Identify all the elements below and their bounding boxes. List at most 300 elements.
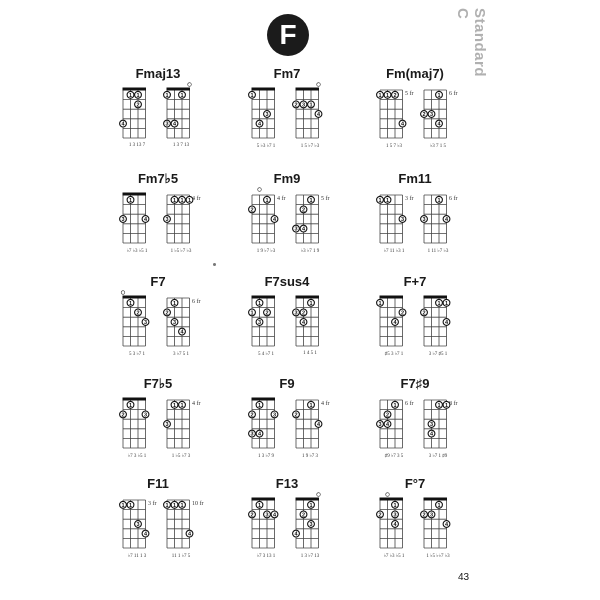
finger-number: 1 [437, 502, 441, 509]
finger-dot [264, 196, 271, 203]
chord-diagram [294, 187, 338, 259]
fretboard [378, 290, 408, 348]
finger-dot [127, 401, 134, 408]
finger-dot [392, 319, 399, 326]
chord-block [360, 171, 470, 271]
fretboard [250, 492, 280, 550]
finger-number: 1 [180, 502, 184, 509]
key-badge: F [267, 14, 309, 56]
finger-dot [164, 501, 171, 508]
fret-position-label: 5 fr [405, 91, 414, 97]
finger-dot [293, 101, 300, 108]
nut [252, 398, 276, 401]
finger-number: 3 [143, 412, 148, 419]
chord-diagram [422, 492, 466, 564]
finger-number: 3 [393, 512, 397, 519]
open-string-marker [258, 188, 262, 192]
finger-number: 4 [301, 320, 306, 326]
finger-number: 3 [272, 412, 277, 419]
chord-diagram [294, 492, 338, 564]
finger-number: 4 [393, 320, 397, 326]
finger-number: 2 [294, 412, 298, 419]
finger-dot [308, 196, 315, 203]
finger-dot [127, 196, 134, 203]
finger-number: 4 [143, 217, 148, 223]
finger-dot [443, 521, 450, 528]
finger-number: 3 [294, 226, 298, 233]
finger-dot [384, 91, 391, 98]
finger-dot [436, 91, 443, 98]
finger-number: 4 [437, 121, 441, 128]
finger-number: 1 [128, 402, 133, 409]
finger-dot [264, 511, 271, 518]
finger-dot [271, 411, 278, 418]
nut [380, 498, 404, 501]
chord-diagram [294, 392, 338, 464]
finger-dot [421, 511, 428, 518]
finger-dot [308, 101, 315, 108]
finger-number: 1 [128, 92, 133, 99]
finger-dot [179, 401, 186, 408]
chord-diagram [121, 82, 165, 154]
finger-dot [436, 501, 443, 508]
finger-dot [171, 196, 178, 203]
finger-dot [300, 319, 307, 326]
finger-dot [142, 530, 149, 537]
finger-number: 2 [294, 102, 298, 109]
chord-degrees: 1 3 7 13 [172, 143, 190, 148]
fretboard [165, 187, 195, 245]
fretboard [121, 187, 151, 245]
finger-dot [300, 225, 307, 232]
chord-degrees: 5 ♭3 ♭7 1 [256, 144, 276, 149]
finger-number: 2 [422, 112, 426, 118]
finger-dot [436, 299, 443, 306]
chord-degrees: 1 5 7 ♭3 [385, 144, 403, 149]
finger-number: 4 [257, 431, 262, 438]
nut [424, 498, 448, 501]
finger-dot [271, 511, 278, 518]
finger-dot [256, 430, 263, 437]
finger-number: 1 [172, 502, 177, 509]
finger-number: 1 [180, 402, 184, 409]
finger-dot [399, 216, 406, 223]
chord-degrees: 1 3 ♭7 9 [257, 454, 275, 459]
finger-number: 2 [378, 512, 382, 519]
page-number: 43 [458, 572, 470, 583]
finger-dot [399, 120, 406, 127]
chord-name: F9 [279, 376, 295, 391]
finger-number: 1 [257, 300, 262, 307]
fretboard [378, 492, 408, 550]
chord-degrees: ♭7 ♭3 ♭5 1 [126, 249, 148, 254]
finger-dot [392, 521, 399, 528]
finger-dot [377, 511, 384, 518]
nut [296, 498, 320, 501]
finger-number: 4 [385, 422, 390, 428]
finger-number: 1 [180, 197, 184, 204]
finger-number: 2 [250, 207, 254, 214]
finger-dot [135, 309, 142, 316]
chord-degrees: ♭7 ♭3 ♭5 1 [383, 554, 405, 559]
finger-dot [308, 521, 315, 528]
finger-number: 3 [429, 422, 434, 428]
fret-position-label: 4 fr [192, 401, 201, 407]
finger-dot [308, 299, 315, 306]
chord-diagram [378, 492, 422, 564]
chord-block [103, 274, 213, 374]
finger-dot [443, 319, 450, 326]
finger-number: 2 [165, 310, 169, 317]
finger-number: 1 [250, 310, 254, 317]
finger-number: 1 [385, 197, 390, 204]
chord-degrees: 1 ♭5 ♭♭7 ♭3 [426, 554, 450, 559]
finger-dot [300, 309, 307, 316]
open-string-marker [188, 83, 192, 87]
finger-dot [142, 319, 149, 326]
chord-diagram [378, 82, 422, 154]
finger-number: 1 [309, 102, 313, 109]
nut [424, 296, 448, 299]
finger-dot [164, 91, 171, 98]
fret-position-label: 5 fr [321, 196, 330, 202]
fretboard [121, 492, 151, 550]
finger-number: 2 [136, 310, 140, 317]
finger-dot [127, 299, 134, 306]
finger-number: 3 [301, 102, 306, 109]
nut [123, 88, 147, 91]
chord-degrees: 5 4 ♭7 1 [257, 352, 275, 357]
chord-diagram [250, 492, 294, 564]
finger-dot [436, 401, 443, 408]
chord-diagram [422, 187, 466, 259]
chord-diagram [250, 392, 294, 464]
finger-dot [392, 511, 399, 518]
finger-number: 1 [128, 197, 133, 204]
finger-dot [384, 421, 391, 428]
finger-dot [392, 91, 399, 98]
chord-degrees: 5 3 ♭7 1 [128, 352, 146, 357]
finger-number: 1 [172, 197, 177, 204]
finger-number: 1 [437, 197, 441, 204]
nut [252, 88, 276, 91]
finger-number: 1 [378, 300, 382, 307]
finger-dot [308, 501, 315, 508]
finger-number: 3 [400, 217, 405, 223]
finger-dot [428, 421, 435, 428]
finger-number: 1 [444, 300, 449, 307]
open-string-marker [317, 83, 321, 87]
open-string-marker [317, 493, 321, 497]
finger-dot [120, 216, 127, 223]
finger-dot [300, 101, 307, 108]
finger-number: 3 [265, 112, 269, 118]
finger-number: 2 [400, 310, 405, 317]
fretboard [250, 290, 280, 348]
finger-number: 3 [172, 320, 177, 326]
fretboard [121, 82, 151, 140]
chord-name: Fm(maj7) [386, 66, 444, 81]
nut [252, 498, 276, 501]
finger-dot [377, 299, 384, 306]
finger-number: 4 [316, 422, 321, 428]
finger-number: 1 [437, 92, 441, 99]
finger-number: 3 [121, 217, 125, 223]
finger-dot [293, 225, 300, 232]
finger-dot [179, 328, 186, 335]
finger-dot [293, 530, 300, 537]
finger-number: 1 [309, 502, 313, 509]
finger-dot [135, 91, 142, 98]
chord-diagram [121, 392, 165, 464]
chord-block [232, 274, 342, 374]
finger-dot [421, 216, 428, 223]
fretboard [165, 82, 195, 140]
chord-diagram [165, 392, 209, 464]
finger-dot [421, 309, 428, 316]
chord-diagram [121, 290, 165, 362]
chord-diagram [121, 492, 165, 564]
chord-degrees: ♭7 11 1 3 [127, 554, 147, 559]
fretboard [294, 492, 324, 550]
fretboard [378, 82, 408, 140]
finger-number: 1 [393, 402, 397, 409]
nut [123, 398, 147, 401]
finger-dot [171, 501, 178, 508]
finger-dot [186, 530, 193, 537]
finger-dot [249, 309, 256, 316]
chord-diagram [250, 290, 294, 362]
finger-dot [120, 120, 127, 127]
chord-degrees: 1 ♭5 ♭7 ♭3 [170, 249, 192, 254]
finger-dot [436, 120, 443, 127]
finger-number: 2 [136, 102, 140, 109]
finger-dot [142, 216, 149, 223]
fretboard [294, 82, 324, 140]
chord-diagram [121, 187, 165, 259]
finger-number: 1 [309, 402, 313, 409]
chord-diagram [378, 187, 422, 259]
chord-degrees: ♭7 11 ♭3 1 [383, 249, 405, 254]
finger-dot [249, 511, 256, 518]
chord-block [103, 66, 213, 166]
fret-position-label: 6 fr [192, 299, 201, 305]
finger-number: 1 [309, 300, 313, 307]
finger-number: 1 [165, 502, 169, 509]
finger-number: 1 [437, 300, 441, 307]
finger-dot [135, 521, 142, 528]
fretboard [422, 187, 452, 245]
finger-number: 4 [400, 121, 405, 128]
open-string-marker [386, 493, 390, 497]
finger-dot [264, 309, 271, 316]
finger-number: 1 [309, 197, 313, 204]
chord-name: F7♭5 [143, 376, 173, 391]
finger-number: 1 [187, 197, 192, 204]
nut [380, 296, 404, 299]
chord-degrees: ♯5 3 ♭7 1 [384, 352, 404, 357]
finger-dot [256, 401, 263, 408]
finger-dot [256, 319, 263, 326]
finger-number: 4 [429, 431, 434, 438]
finger-number: 1 [172, 402, 177, 409]
finger-number: 1 [444, 402, 449, 409]
finger-dot [256, 120, 263, 127]
fret-position-label: 6 fr [405, 401, 414, 407]
finger-number: 1 [257, 402, 262, 409]
finger-number: 1 [265, 197, 269, 204]
side-label: Standard C [454, 8, 488, 78]
fretboard [294, 187, 324, 245]
finger-number: 3 [294, 310, 298, 317]
chord-degrees: ♭3 7 1 5 [429, 144, 447, 149]
finger-dot [171, 299, 178, 306]
finger-dot [421, 111, 428, 118]
fret-position-label: 4 fr [277, 196, 286, 202]
finger-dot [179, 501, 186, 508]
chord-diagram [378, 290, 422, 362]
fret-position-label: 6 fr [449, 196, 458, 202]
finger-number: 4 [180, 329, 184, 336]
finger-number: 2 [301, 207, 306, 214]
finger-number: 3 [165, 422, 169, 428]
finger-dot [315, 421, 322, 428]
finger-dot [249, 411, 256, 418]
finger-dot [164, 120, 171, 127]
fretboard [422, 290, 452, 348]
chord-degrees: 3 ♭7 1 ♯9 [428, 454, 448, 459]
finger-number: 2 [301, 512, 306, 519]
finger-dot [127, 501, 134, 508]
finger-number: 2 [121, 412, 125, 419]
chord-block [232, 476, 342, 576]
fret-position-label: 4 fr [321, 401, 330, 407]
finger-number: 2 [250, 512, 254, 519]
chord-degrees: 1 9 ♭7 ♭3 [256, 249, 276, 254]
finger-dot [308, 401, 315, 408]
finger-number: 4 [393, 522, 397, 528]
finger-number: 1 [165, 92, 169, 99]
fretboard [165, 290, 195, 348]
nut [123, 296, 147, 299]
finger-dot [164, 309, 171, 316]
finger-dot [127, 91, 134, 98]
finger-dot [377, 421, 384, 428]
finger-number: 3 [143, 320, 148, 326]
finger-number: 4 [257, 121, 262, 128]
chord-name: Fmaj13 [135, 66, 181, 81]
finger-dot [171, 401, 178, 408]
open-string-marker [121, 291, 125, 295]
fretboard [250, 82, 280, 140]
fretboard [294, 392, 324, 450]
finger-number: 3 [257, 320, 262, 326]
finger-dot [436, 196, 443, 203]
chord-name: F+7 [403, 274, 427, 289]
fretboard [121, 290, 151, 348]
finger-number: 3 [422, 217, 426, 223]
chord-degrees: 1 3 13 7 [128, 143, 146, 148]
chord-degrees: 3 ♭7 5 1 [172, 352, 190, 357]
chord-block [360, 376, 470, 476]
finger-dot [428, 511, 435, 518]
chord-degrees: 1 5 ♭7 ♭3 [300, 144, 320, 149]
finger-number: 4 [444, 217, 449, 223]
chord-degrees: 1 9 ♭7 3 [301, 454, 319, 459]
chord-diagram [165, 82, 209, 154]
finger-dot [256, 299, 263, 306]
finger-number: 1 [378, 92, 382, 99]
finger-number: 3 [429, 512, 434, 519]
fretboard [378, 187, 408, 245]
fret-position-label: 3 fr [148, 501, 157, 507]
chord-diagram [165, 187, 209, 259]
finger-number: 1 [250, 92, 254, 99]
margin-dot [213, 263, 216, 266]
chord-diagram [165, 290, 209, 362]
chord-name: Fm7 [273, 66, 301, 81]
finger-number: 1 [257, 502, 262, 509]
chord-block [360, 274, 470, 374]
finger-number: 1 [128, 300, 133, 307]
chord-diagram [378, 392, 422, 464]
finger-number: 3 [378, 422, 382, 428]
finger-dot [384, 196, 391, 203]
fretboard [165, 492, 195, 550]
fretboard [250, 392, 280, 450]
chord-degrees: ♭7 3 13 1 [256, 554, 276, 559]
chord-degrees: 1 4 5 1 [303, 351, 317, 356]
chord-degrees: 3 ♭7 ♯5 1 [428, 352, 448, 357]
finger-number: 1 [393, 502, 397, 509]
finger-number: 2 [385, 412, 390, 419]
finger-number: 4 [143, 531, 148, 538]
chord-degrees: ♯9 ♭7 3 5 [384, 454, 404, 459]
finger-dot [249, 91, 256, 98]
finger-dot [164, 216, 171, 223]
finger-dot [443, 216, 450, 223]
chord-block [232, 376, 342, 476]
finger-number: 4 [121, 121, 125, 128]
finger-number: 3 [165, 121, 169, 128]
finger-dot [443, 299, 450, 306]
finger-dot [428, 430, 435, 437]
finger-number: 2 [422, 512, 426, 519]
finger-number: 3 [429, 112, 434, 118]
finger-number: 4 [444, 320, 449, 326]
chord-diagram [250, 187, 294, 259]
finger-number: 3 [265, 512, 269, 519]
finger-number: 2 [301, 310, 306, 317]
nut [252, 296, 276, 299]
chord-degrees: 1 3 ♭7 13 [300, 554, 320, 559]
chord-degrees: 1 11 ♭7 ♭3 [427, 249, 449, 254]
finger-dot [293, 309, 300, 316]
finger-number: 4 [294, 531, 298, 538]
finger-number: 1 [128, 502, 133, 509]
fretboard [422, 82, 452, 140]
finger-number: 4 [301, 226, 306, 233]
finger-number: 1 [385, 92, 390, 99]
finger-number: 2 [250, 412, 254, 419]
finger-dot [120, 411, 127, 418]
finger-number: 4 [272, 512, 277, 519]
finger-number: 4 [316, 112, 321, 118]
finger-number: 1 [378, 197, 382, 204]
fret-position-label: 4 fr [192, 196, 201, 202]
nut [296, 296, 320, 299]
finger-dot [384, 411, 391, 418]
